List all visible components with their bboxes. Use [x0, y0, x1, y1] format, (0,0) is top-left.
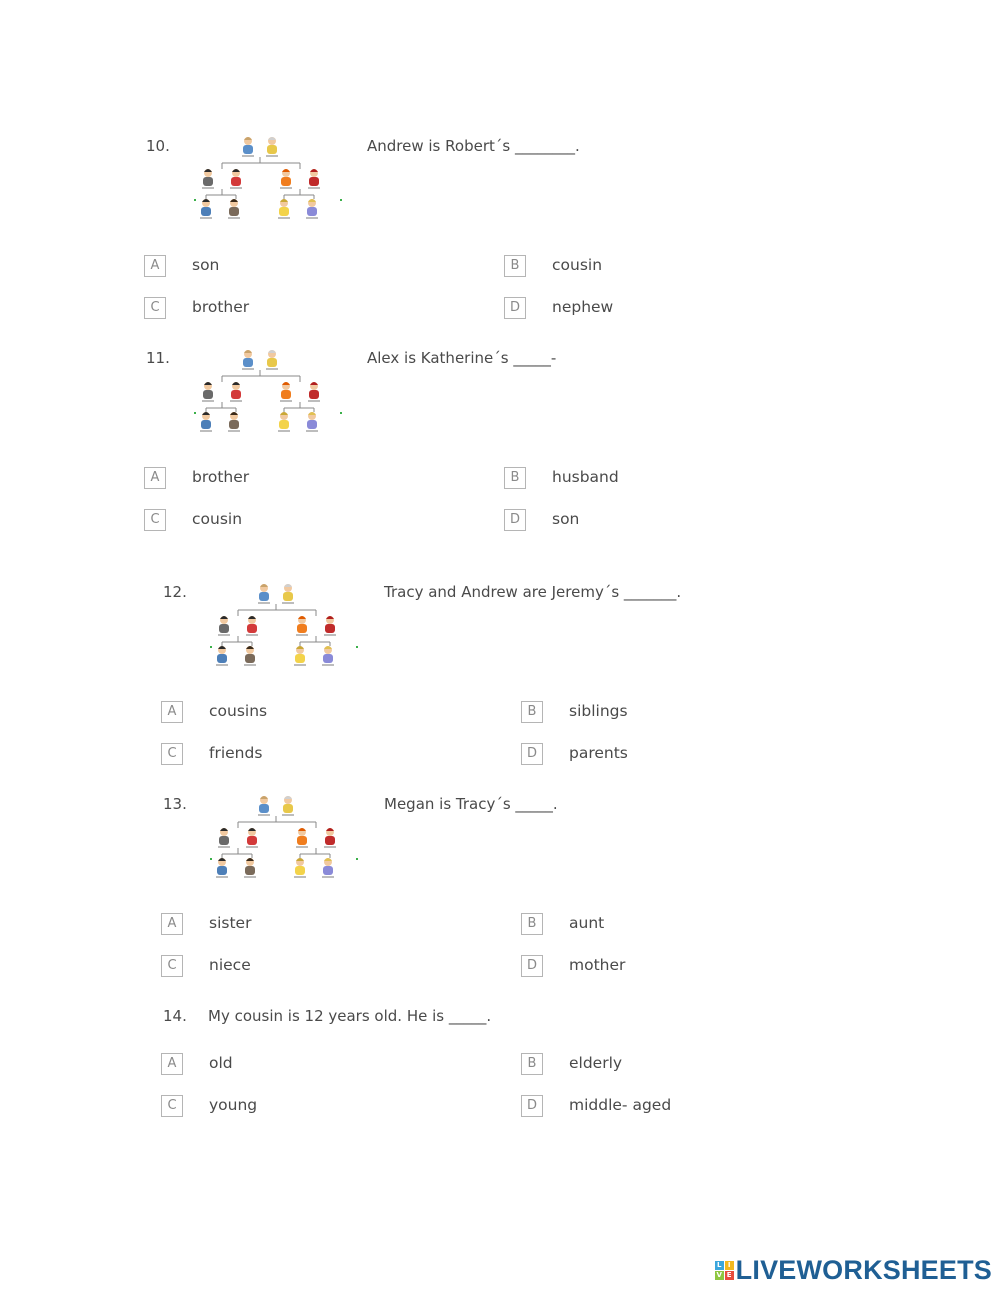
option-letter-a[interactable]: A	[161, 913, 183, 935]
person-figure	[278, 412, 290, 432]
person-figure	[282, 584, 294, 604]
option-letter-c[interactable]: C	[161, 955, 183, 977]
green-marker	[356, 646, 358, 648]
option-text[interactable]: son	[552, 510, 580, 528]
person-figure	[322, 858, 334, 878]
option-letter-d[interactable]: D	[521, 1095, 543, 1117]
person-figure	[228, 199, 240, 219]
option-text[interactable]: friends	[209, 744, 263, 762]
option-letter-c[interactable]: C	[144, 509, 166, 531]
family-tree-image	[208, 580, 360, 672]
family-tree-image	[192, 133, 344, 225]
person-figure	[200, 412, 212, 432]
option-letter-c[interactable]: C	[144, 297, 166, 319]
option-letter-b[interactable]: B	[504, 467, 526, 489]
option-letter-d[interactable]: D	[521, 955, 543, 977]
logo-block: I	[725, 1261, 734, 1270]
question-number: 14.	[163, 1007, 187, 1025]
question-number: 10.	[146, 137, 170, 155]
option-text[interactable]: cousin	[192, 510, 243, 528]
person-figure	[280, 169, 292, 189]
option-letter-c[interactable]: C	[161, 743, 183, 765]
option-letter-c[interactable]: C	[161, 1095, 183, 1117]
person-figure	[322, 646, 334, 666]
option-letter-a[interactable]: A	[161, 701, 183, 723]
person-figure	[294, 646, 306, 666]
person-figure	[202, 169, 214, 189]
liveworksheets-logo	[715, 1254, 992, 1286]
logo-block: L	[715, 1261, 724, 1270]
option-letter-b[interactable]: B	[521, 701, 543, 723]
person-figure	[266, 350, 278, 370]
person-figure	[308, 169, 320, 189]
family-tree-drawing	[192, 346, 344, 438]
option-text[interactable]: cousins	[209, 702, 268, 720]
option-text[interactable]: husband	[552, 468, 619, 486]
question-number: 12.	[163, 583, 187, 601]
option-text[interactable]: elderly	[569, 1054, 623, 1072]
option-text[interactable]: sister	[209, 914, 252, 932]
person-figure	[258, 584, 270, 604]
option-letter-b[interactable]: B	[521, 913, 543, 935]
person-figure	[278, 199, 290, 219]
option-text[interactable]: brother	[192, 468, 250, 486]
green-marker	[340, 199, 342, 201]
family-tree-drawing	[192, 133, 344, 225]
question-prompt: Alex is Katherine´s _____-	[367, 349, 557, 367]
person-figure	[230, 169, 242, 189]
person-figure	[282, 796, 294, 816]
option-text[interactable]: niece	[209, 956, 251, 974]
question-prompt: Megan is Tracy´s _____.	[384, 795, 558, 813]
person-figure	[216, 858, 228, 878]
person-figure	[218, 828, 230, 848]
option-text[interactable]: mother	[569, 956, 626, 974]
green-marker	[210, 858, 212, 860]
green-marker	[194, 412, 196, 414]
green-marker	[194, 199, 196, 201]
option-letter-b[interactable]: B	[521, 1053, 543, 1075]
question-number: 13.	[163, 795, 187, 813]
logo-blocks	[715, 1261, 734, 1280]
green-marker	[340, 412, 342, 414]
option-text[interactable]: young	[209, 1096, 258, 1114]
person-figure	[306, 412, 318, 432]
option-text[interactable]: old	[209, 1054, 233, 1072]
family-tree-drawing	[208, 792, 360, 884]
question-prompt: Andrew is Robert´s ________.	[367, 137, 580, 155]
option-text[interactable]: nephew	[552, 298, 614, 316]
person-figure	[266, 137, 278, 157]
person-figure	[294, 858, 306, 878]
person-figure	[296, 828, 308, 848]
option-letter-d[interactable]: D	[521, 743, 543, 765]
green-marker	[210, 646, 212, 648]
person-figure	[218, 616, 230, 636]
person-figure	[242, 350, 254, 370]
person-figure	[258, 796, 270, 816]
person-figure	[202, 382, 214, 402]
person-figure	[200, 199, 212, 219]
question-prompt: Tracy and Andrew are Jeremy´s _______.	[384, 583, 682, 601]
option-text[interactable]: son	[192, 256, 220, 274]
person-figure	[242, 137, 254, 157]
logo-text: LIVEWORKSHEETS	[735, 1254, 992, 1285]
person-figure	[244, 646, 256, 666]
option-letter-b[interactable]: B	[504, 255, 526, 277]
person-figure	[246, 616, 258, 636]
option-text[interactable]: parents	[569, 744, 628, 762]
option-text[interactable]: aunt	[569, 914, 605, 932]
family-tree-image	[192, 346, 344, 438]
logo-block: V	[716, 1270, 722, 1279]
option-text[interactable]: siblings	[569, 702, 628, 720]
option-letter-d[interactable]: D	[504, 509, 526, 531]
option-text[interactable]: cousin	[552, 256, 603, 274]
question-prompt: My cousin is 12 years old. He is _____.	[208, 1007, 492, 1025]
person-figure	[228, 412, 240, 432]
person-figure	[324, 616, 336, 636]
logo-block: E	[725, 1271, 734, 1280]
person-figure	[308, 382, 320, 402]
option-text[interactable]: middle- aged	[569, 1096, 672, 1114]
person-figure	[280, 382, 292, 402]
person-figure	[216, 646, 228, 666]
person-figure	[246, 828, 258, 848]
person-figure	[296, 616, 308, 636]
family-tree-drawing	[208, 580, 360, 672]
option-text[interactable]: brother	[192, 298, 250, 316]
person-figure	[244, 858, 256, 878]
person-figure	[306, 199, 318, 219]
option-letter-a[interactable]: A	[144, 255, 166, 277]
person-figure	[230, 382, 242, 402]
family-tree-image	[208, 792, 360, 884]
question-number: 11.	[146, 349, 170, 367]
green-marker	[356, 858, 358, 860]
person-figure	[324, 828, 336, 848]
option-letter-a[interactable]: A	[161, 1053, 183, 1075]
option-letter-d[interactable]: D	[504, 297, 526, 319]
option-letter-a[interactable]: A	[144, 467, 166, 489]
